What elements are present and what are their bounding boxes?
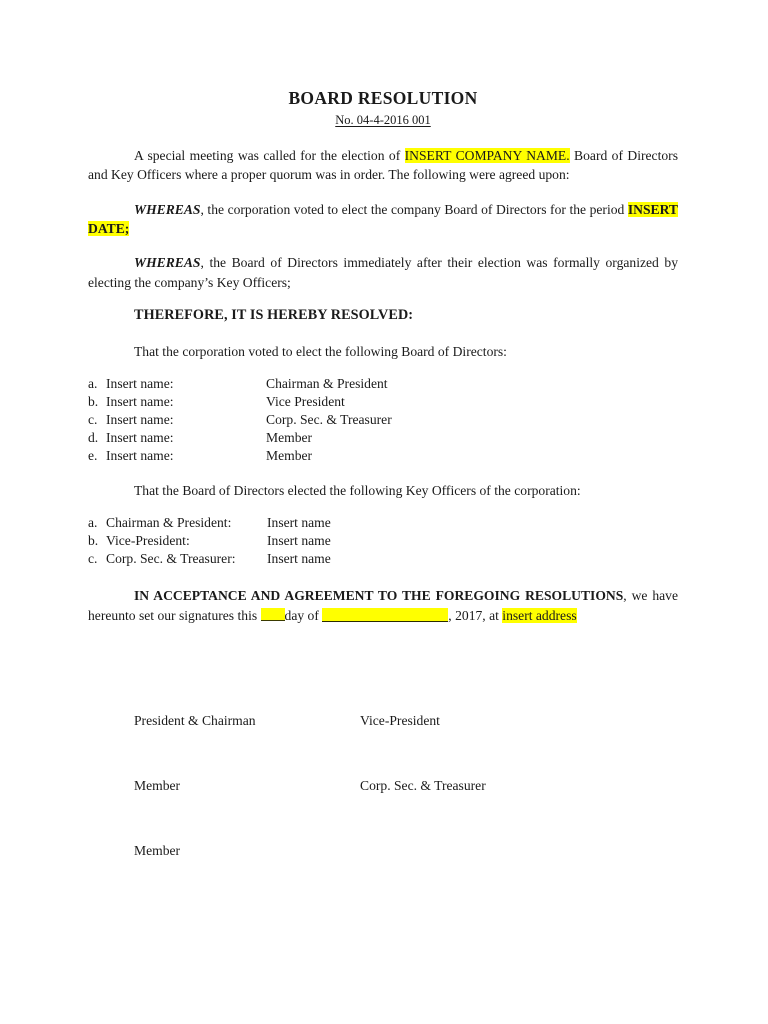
address-placeholder: insert address [502, 607, 577, 623]
whereas-keyword-2: WHEREAS [134, 255, 201, 271]
list-marker: d. [88, 430, 99, 446]
list-item [88, 429, 392, 447]
list-marker: a. [88, 515, 98, 531]
acceptance-paragraph [88, 586, 678, 625]
director-role: Member [266, 448, 313, 464]
resolution-number [88, 112, 678, 128]
acceptance-middle-text: , we have hereunto set our signatures this [88, 588, 678, 623]
date-placeholder: INSERT DATE; [88, 201, 678, 237]
officer-post: Chairman & President: [106, 515, 232, 531]
list-item [88, 393, 392, 411]
whereas-clause-1 [88, 200, 678, 239]
page-title: BOARD RESOLUTION [288, 88, 478, 108]
signature-label-president-chairman: President & Chairman [134, 713, 256, 728]
intro-text-after: Board of Directors and Key Officers where a proper quorum was in order. The following were agreed upon: [88, 148, 678, 183]
director-role: Chairman & President [266, 375, 388, 391]
directors-lead-in: That the corporation voted to elect the following Board of Directors: [134, 343, 507, 359]
director-name: Insert name: [106, 393, 174, 409]
list-marker: b. [88, 533, 99, 549]
resolution-number-text: No. 04-4-2016 001 [335, 112, 431, 127]
document-body [88, 88, 678, 640]
list-marker: c. [88, 411, 98, 427]
intro-text-before: A special meeting was called for the election of [134, 148, 405, 164]
list-item [88, 550, 331, 568]
intro-paragraph [88, 146, 678, 185]
list-marker: e. [88, 448, 98, 464]
director-name: Insert name: [106, 375, 174, 391]
director-role: Corp. Sec. & Treasurer [266, 411, 392, 427]
signature-label-member-1: Member [134, 778, 181, 793]
signature-row [134, 777, 674, 842]
whereas-1-text: , the corporation voted to elect the company Board of Directors for the period [200, 201, 628, 217]
key-officers-list [88, 514, 331, 568]
whereas-clause-2 [88, 253, 678, 292]
signature-label-member-2: Member [134, 843, 181, 858]
month-blank-field[interactable] [322, 608, 448, 622]
director-role: Vice President [266, 393, 345, 409]
officer-name: Insert name [267, 515, 331, 531]
list-item [88, 532, 331, 550]
signature-block [134, 712, 674, 907]
acceptance-bold-lead: IN ACCEPTANCE AND AGREEMENT TO THE FOREGOING RESOLUTIONS [134, 588, 624, 604]
signature-row [134, 712, 674, 777]
whereas-2-text: , the Board of Directors immediately after their election was formally organized by electing the company’s Key Officers; [88, 255, 678, 290]
officer-post: Corp. Sec. & Treasurer: [106, 551, 236, 567]
director-name: Insert name: [106, 430, 174, 446]
director-name: Insert name: [106, 411, 174, 427]
whereas-keyword-1: WHEREAS [134, 201, 201, 217]
company-name-placeholder: INSERT COMPANY NAME. [404, 148, 570, 164]
director-name: Insert name: [106, 448, 174, 464]
officers-lead-in: That the Board of Directors elected the following Key Officers of the corporation: [134, 483, 581, 499]
list-item [88, 375, 392, 393]
list-item [88, 447, 392, 465]
officer-name: Insert name [267, 551, 331, 567]
board-of-directors-list [88, 375, 392, 465]
director-role: Member [266, 430, 313, 446]
officer-name: Insert name [267, 533, 331, 549]
resolved-heading: THEREFORE, IT IS HEREBY RESOLVED: [134, 306, 414, 323]
officer-post: Vice-President: [106, 533, 190, 549]
list-item [88, 411, 392, 429]
acceptance-day-word: day of [284, 607, 319, 623]
list-item [88, 514, 331, 532]
signature-row [134, 842, 674, 907]
acceptance-year-text: , 2017, at [448, 607, 503, 623]
list-marker: a. [88, 375, 98, 391]
day-blank-field[interactable] [261, 608, 285, 621]
signature-label-corp-sec-treasurer: Corp. Sec. & Treasurer [360, 778, 486, 793]
list-marker: c. [88, 551, 98, 567]
signature-label-vice-president: Vice-President [360, 713, 440, 728]
list-marker: b. [88, 393, 99, 409]
